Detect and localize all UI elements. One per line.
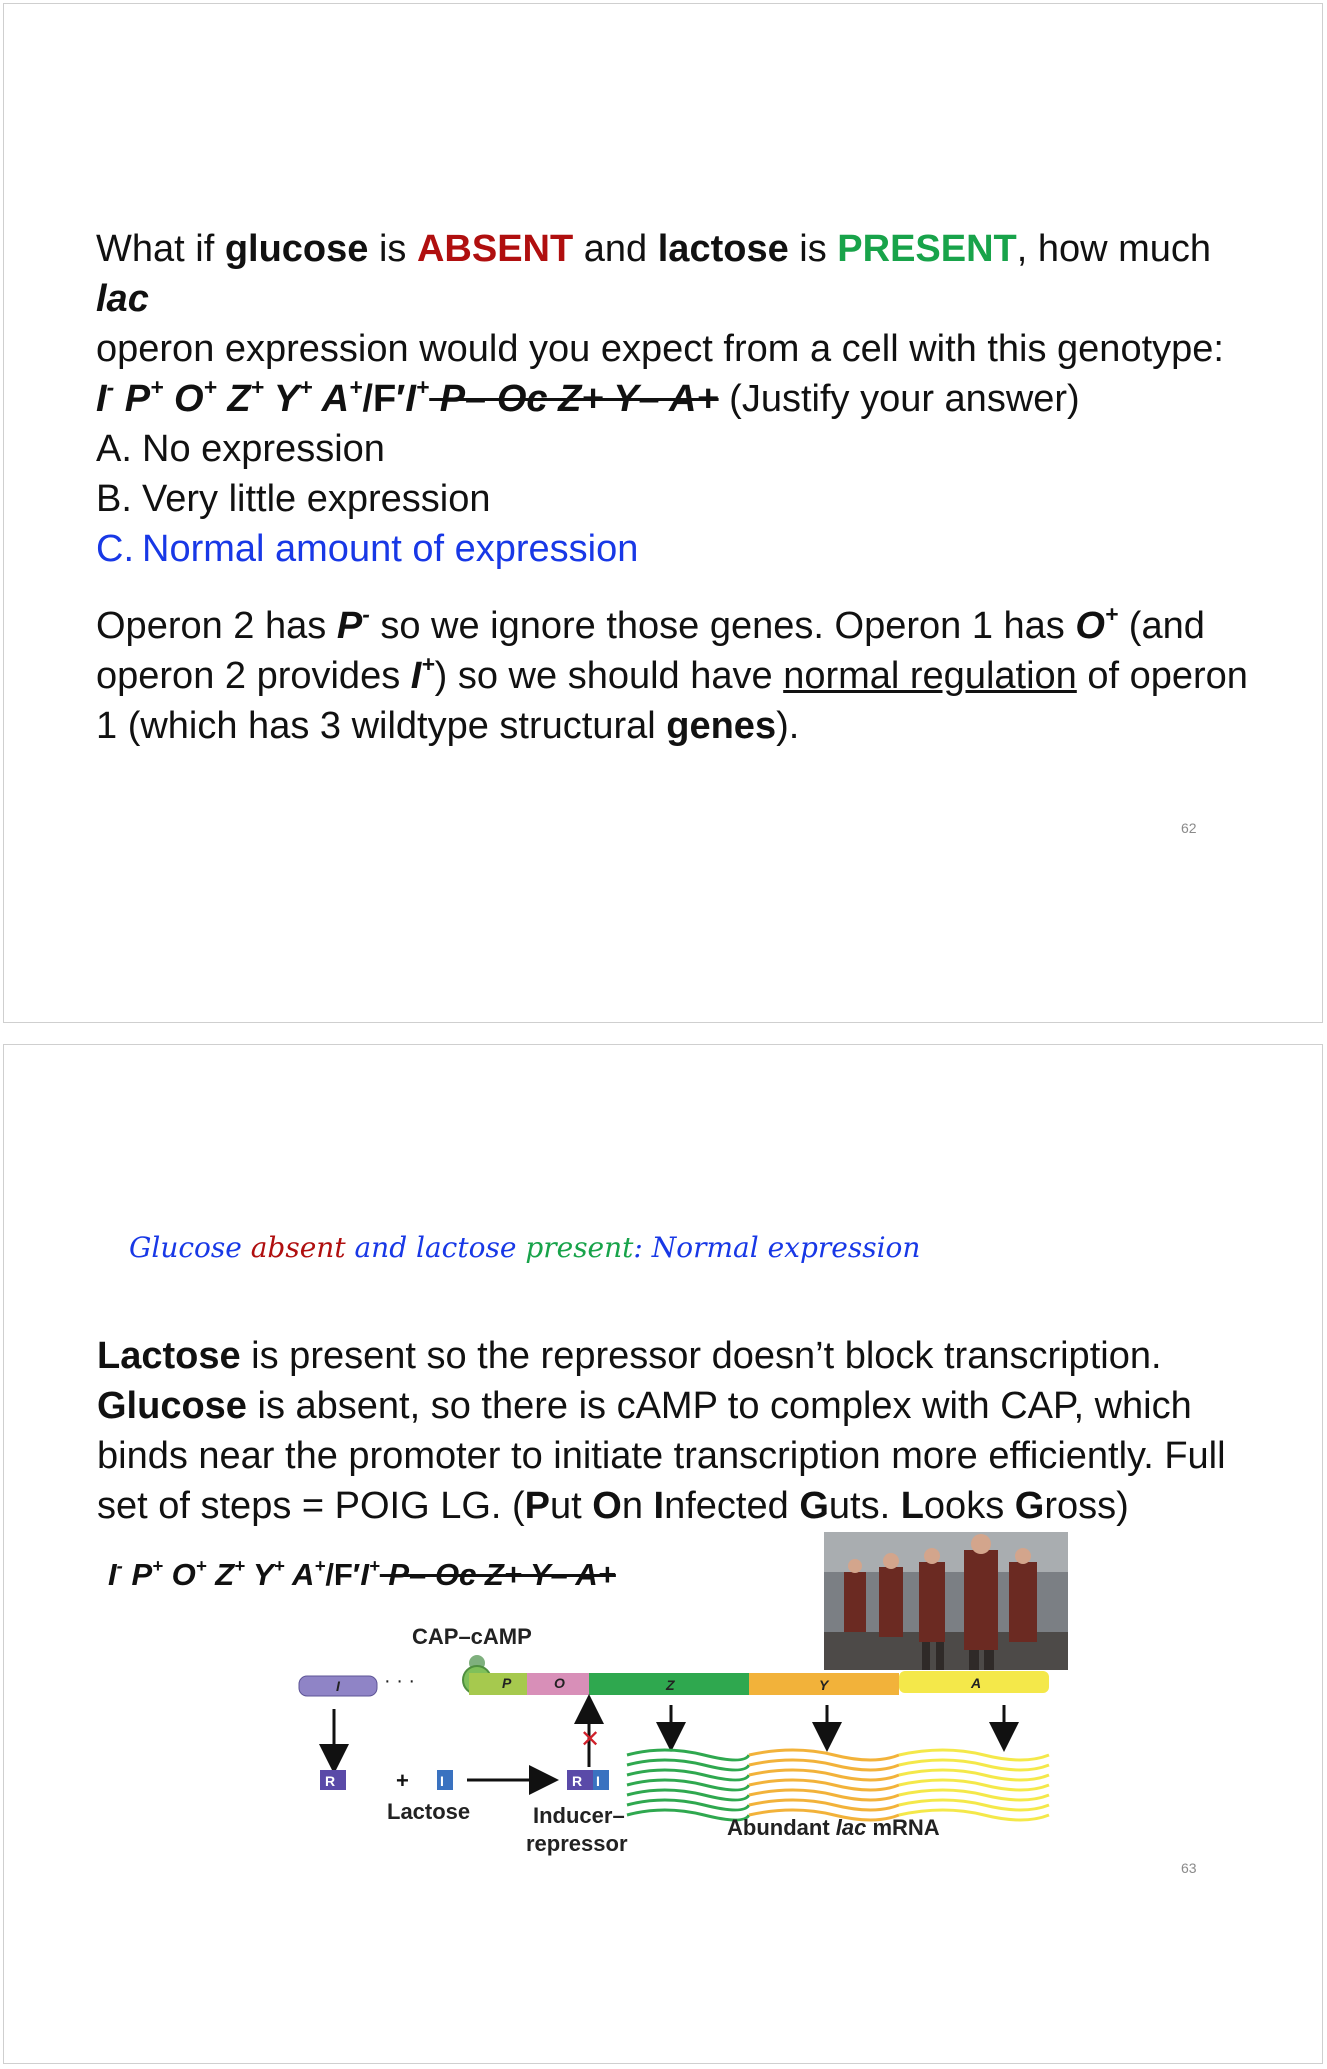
struck-genotype: P– Oc Z+ Y– A+	[429, 378, 719, 420]
question-line-2: operon expression would you expect from a cell with this genotype:	[96, 328, 1224, 370]
body-text: Lactose is present so the repressor doesn’t block transcription. Glucose is absent, so there is cAMP to complex with CAP, which binds near the promoter to initiate transcription more efficiently. Full set of steps = POIG LG. (Put On Infected Guts. Looks Gross)	[97, 1335, 1226, 1527]
justify-text: (Justify your answer)	[718, 378, 1080, 420]
page-number: 63	[1181, 1860, 1197, 1876]
genotype-2: I- P+ O+ Z+ Y+ A+/F′I+ P– Oc Z+ Y– A+	[108, 1554, 616, 1592]
gene-p-bar	[469, 1673, 527, 1695]
slide-heading: Glucose absent and lactose present: Normal expression	[129, 1231, 921, 1264]
lactose-label: Lactose	[387, 1799, 471, 1824]
red-x-icon: ✕	[580, 1726, 601, 1753]
svg-text:· · ·: · · ·	[384, 1670, 416, 1692]
question-part: and	[573, 228, 658, 270]
question-part: What if	[96, 228, 225, 270]
lac-word: lac	[96, 278, 149, 320]
svg-text:R: R	[325, 1773, 336, 1789]
glucose-word: glucose	[224, 228, 369, 270]
page-number: 62	[1181, 820, 1197, 836]
present-word: PRESENT	[837, 228, 1017, 270]
gene-y-label: Y	[819, 1677, 829, 1693]
absent-word: ABSENT	[416, 228, 574, 270]
svg-text:I: I	[596, 1773, 600, 1789]
question-part: is	[368, 228, 417, 270]
gene-p-label: P	[502, 1675, 512, 1691]
slide-63	[3, 1044, 1323, 2064]
option-a[interactable]: A. No expression	[96, 428, 385, 470]
lac-operon-diagram	[284, 1625, 1084, 1955]
option-c-correct[interactable]: C. Normal amount of expression	[96, 528, 639, 570]
lactose-word: lactose	[657, 228, 789, 270]
repressor-label: repressor	[526, 1831, 628, 1856]
question-part: is	[788, 228, 838, 270]
inducer-label: Inducer–	[533, 1803, 625, 1828]
gene-o-label: O	[554, 1675, 565, 1691]
plus-sign: +	[396, 1768, 409, 1793]
explanation-text: Operon 2 has P- so we ignore those genes. Operon 1 has O+ (and operon 2 provides I+) so we should have normal regulation of operon 1 (which has 3 wildtype structural genes).	[96, 601, 1248, 747]
gene-a-label: A	[971, 1675, 982, 1691]
mrna-label: Abundant lac mRNA	[727, 1815, 940, 1840]
option-b[interactable]: B. Very little expression	[96, 478, 491, 520]
question-text	[96, 224, 1256, 424]
genotype: I- P+ O+ Z+ Y+ A+/F′I+ P– Oc Z+ Y– A+	[96, 374, 719, 420]
answer-options	[96, 424, 638, 574]
slide-62	[3, 3, 1323, 1023]
normal-regulation-underlined: normal regulation	[783, 655, 1077, 697]
cap-camp-label: CAP–cAMP	[412, 1625, 532, 1649]
gene-i-label: I	[336, 1678, 340, 1694]
question-part: , how much	[1016, 228, 1212, 270]
svg-text:R: R	[572, 1773, 583, 1789]
svg-text:I: I	[440, 1773, 444, 1789]
mrna-lines	[627, 1750, 1049, 1820]
gene-z-label: Z	[666, 1677, 675, 1693]
